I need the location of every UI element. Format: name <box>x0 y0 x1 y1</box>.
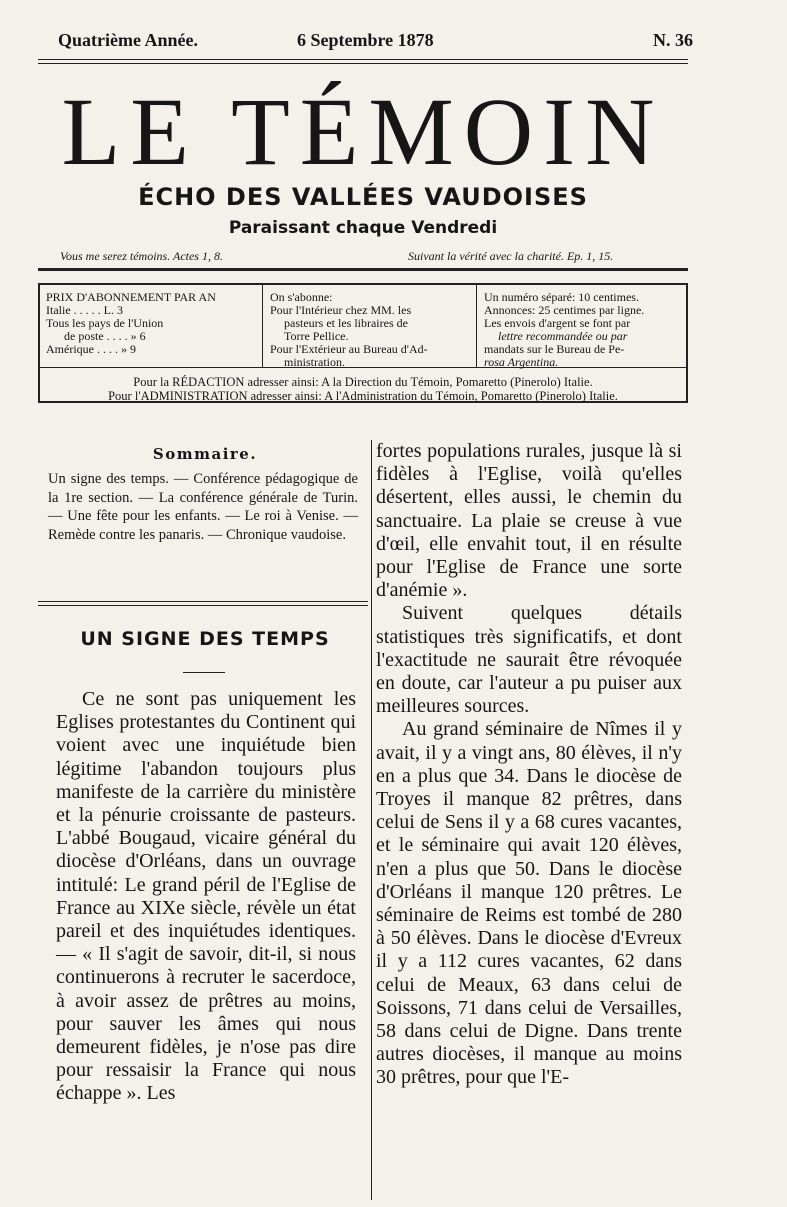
masthead-topline <box>50 30 700 56</box>
rate-ads: Annonces: 25 centimes par ligne. <box>484 303 645 317</box>
motto-right: Suivant la vérité avec la charité. Ep. 1, 15. <box>408 249 614 263</box>
newspaper-subtitle: ÉCHO DES VALLÉES VAUDOISES <box>138 183 588 211</box>
sommaire-text: Un signe des temps. — Conférence pédagogique de la 1re section. — La conférence générale de Turin. — Une fête pour les enfants. — Le roi à Venise. — Remède contre les panaris. — Chronique vaudoise. <box>48 471 358 543</box>
article-paragraph-2: fortes populations rurales, jusque là si fidèles à l'Eglise, voilà qu'elles désertent, elles aussi, le chemin du sanctuaire. La plaie se creuse à vue d'œil, elle envahit tout, il en résulte pour l'Eglise de France une sorte d'anémie ». <box>376 440 682 602</box>
prices-heading: PRIX D'ABONNEMENT PAR AN <box>46 290 216 304</box>
rate-money-4: rosa Argentina. <box>484 355 559 369</box>
subscription-where <box>270 291 480 369</box>
newspaper-title: LE TÉMOIN <box>61 78 665 185</box>
where-line-2: pasteurs et les libraires de <box>284 316 408 330</box>
article-column-2 <box>376 440 682 1090</box>
issue-number: N. 36 <box>653 30 693 50</box>
info-divider-2 <box>476 285 477 367</box>
rate-money-1: Les envois d'argent se font par <box>484 316 631 330</box>
price-union: de poste . . . . » 6 <box>64 329 146 343</box>
subscription-box <box>38 283 688 403</box>
article-paragraph-1: Ce ne sont pas uniquement les Eglises protestantes du Continent qui voient avec une inquiétude bien légitime l'abandon toujours plus manifeste de la carrière du ministère et la pénurie croissante de pasteurs. L'abbé Bougaud, vicaire général du diocèse d'Orléans, dans un ouvrage intitulé: Le grand péril de l'Eglise de France au XIXe siècle, révèle un état pareil et des inquiétudes identiques. — « Il s'agit de savoir, dit-il, si nous continuerons à recruter le sacerdoce, à avoir assez de prêtres au moins, pour sauver les âmes qui nous demeurent fidèles, je n'ose pas dire pour ressaisir la France qui nous échappe ». Les <box>56 688 356 1105</box>
volume-year: Quatrième Année. <box>58 30 198 50</box>
info-divider-1 <box>262 285 263 367</box>
sommaire-rule-2 <box>38 605 368 606</box>
article-paragraph-3: Suivent quelques détails statistiques très significatifs, et dont l'exactitude ne saurait être révoquée en doute, car l'auteur a pu puiser aux meilleures sources. <box>376 602 682 718</box>
rate-money-2: lettre recommandée ou par <box>498 329 628 343</box>
administration-address: Pour l'ADMINISTRATION adresser ainsi: A l'Administration du Témoin, Pomaretto (Pinerolo) Italie. <box>108 389 618 403</box>
where-line-1: Pour l'Intérieur chez MM. les <box>270 303 412 317</box>
redaction-address: Pour la RÉDACTION adresser ainsi: A la Direction du Témoin, Pomaretto (Pinerolo) Italie. <box>133 375 593 389</box>
article-paragraph-4: Au grand séminaire de Nîmes il y avait, il y a vingt ans, 80 élèves, il n'y en a plus que 34. Dans le diocèse de Troyes il manque 82 prêtres, dans celui de Sens il y a 68 cures vacantes, et le séminaire qui avait 120 élèves, n'en a plus que 50. Dans le diocèse d'Orléans il manque 120 prêtres. Le séminaire de Reims est tombé de 280 à 50 élèves. Dans le diocèse d'Evreux il y a 112 cures vacantes, 62 dans celui de Meaux, 63 dans celui de Soissons, 71 dans celui de Versailles, 58 dans celui de Digne. Dans trente autres diocèses, il manque au moins 30 prêtres, pour que l'E- <box>376 718 682 1089</box>
where-heading: On s'abonne: <box>270 290 333 304</box>
title-dash <box>183 672 225 673</box>
motto-left: Vous me serez témoins. Actes 1, 8. <box>60 249 223 263</box>
masthead-rule <box>38 268 688 271</box>
top-rule <box>38 59 688 60</box>
top-rule-2 <box>38 63 688 64</box>
subscription-prices <box>46 291 256 356</box>
publication-frequency: Paraissant chaque Vendredi <box>228 218 498 238</box>
sommaire-rule <box>38 601 368 602</box>
article-column-1 <box>56 688 356 1106</box>
rate-money-3: mandats sur le Bureau de Pe- <box>484 342 625 356</box>
price-america: Amérique . . . . » 9 <box>46 342 136 356</box>
where-line-4: Pour l'Extérieur au Bureau d'Ad- <box>270 342 428 356</box>
column-divider <box>371 440 372 1200</box>
where-line-3: Torre Pellice. <box>284 329 349 343</box>
price-union-label: Tous les pays de l'Union <box>46 316 164 330</box>
info-hdivider <box>40 367 686 368</box>
where-line-5: ministration. <box>284 355 345 369</box>
price-italy: Italie . . . . . L. 3 <box>46 303 123 317</box>
sommaire-title: Sommaire. <box>152 445 258 463</box>
rate-single-issue: Un numéro séparé: 10 centimes. <box>484 290 639 304</box>
subscription-rates <box>484 291 684 369</box>
article-title: UN SIGNE DES TEMPS <box>80 628 330 650</box>
issue-date: 6 Septembre 1878 <box>297 30 434 50</box>
